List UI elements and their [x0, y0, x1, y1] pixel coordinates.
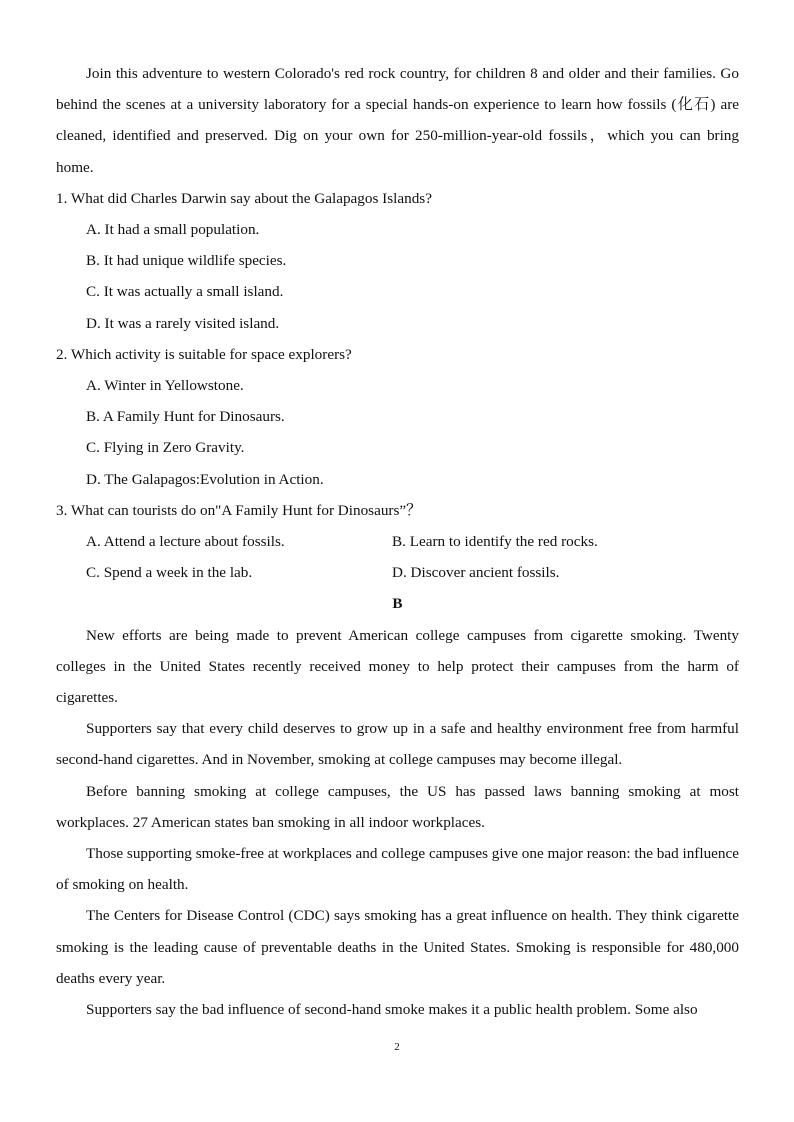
option-a: A. Attend a lecture about fossils.	[86, 533, 285, 551]
passage-a-paragraph: Join this adventure to western Colorado's red rock country, for children 8 and older and their families. Go behind the scenes at a university laboratory for a special hands-on experience to learn how fossils (化石) are cleaned, identified and preserved. Dig on your own for 250-million-year-old fossils，which you can bring home.	[56, 65, 739, 176]
option-b: B. Learn to identify the red rocks.	[392, 533, 598, 551]
page-number: 2	[394, 1041, 400, 1053]
section-b-heading: B	[392, 595, 403, 613]
section-b-paragraph: Those supporting smoke-free at workplaces and college campuses give one major reason: the bad influence of smoking on health.	[56, 845, 739, 894]
question-stem: 1. What did Charles Darwin say about the Galapagos Islands?	[56, 189, 432, 207]
option-d: D. Discover ancient fossils.	[392, 564, 560, 582]
option-c: C. Spend a week in the lab.	[86, 564, 253, 582]
option-b: B. A Family Hunt for Dinosaurs.	[86, 408, 285, 426]
option-d: D. The Galapagos:Evolution in Action.	[86, 470, 324, 488]
question-2	[56, 339, 739, 495]
option-c: C. It was actually a small island.	[86, 283, 284, 301]
option-c: C. Flying in Zero Gravity.	[86, 439, 245, 457]
question-1	[56, 183, 739, 339]
section-b-paragraph: Supporters say that every child deserves to grow up in a safe and healthy environment free from harmful second-hand cigarettes. And in November, smoking at college campuses may become illegal.	[56, 720, 739, 769]
option-b: B. It had unique wildlife species.	[86, 252, 287, 270]
question-3	[56, 495, 739, 589]
document-page	[56, 58, 739, 1025]
option-d: D. It was a rarely visited island.	[86, 314, 280, 332]
question-stem: 2. Which activity is suitable for space explorers?	[56, 345, 352, 363]
section-b-paragraph: Supporters say the bad influence of second-hand smoke makes it a public health problem. Some also	[86, 1001, 698, 1019]
option-row	[56, 526, 739, 557]
question-stem: 3. What can tourists do on"A Family Hunt for Dinosaurs”？	[56, 501, 422, 519]
section-b-paragraph: The Centers for Disease Control (CDC) says smoking has a great influence on health. They think cigarette smoking is the leading cause of preventable deaths in the United States. Smoking is responsible for 480,000 deaths every year.	[56, 907, 739, 987]
section-b-paragraph: Before banning smoking at college campuses, the US has passed laws banning smoking at most workplaces. 27 American states ban smoking in all indoor workplaces.	[56, 782, 739, 831]
section-b-paragraph: New efforts are being made to prevent American college campuses from cigarette smoking. Twenty colleges in the United States recently received money to help protect their campuses from the harm of cigarettes.	[56, 626, 739, 707]
option-a: A. It had a small population.	[86, 221, 260, 239]
option-a: A. Winter in Yellowstone.	[86, 377, 244, 395]
option-row	[56, 557, 739, 588]
